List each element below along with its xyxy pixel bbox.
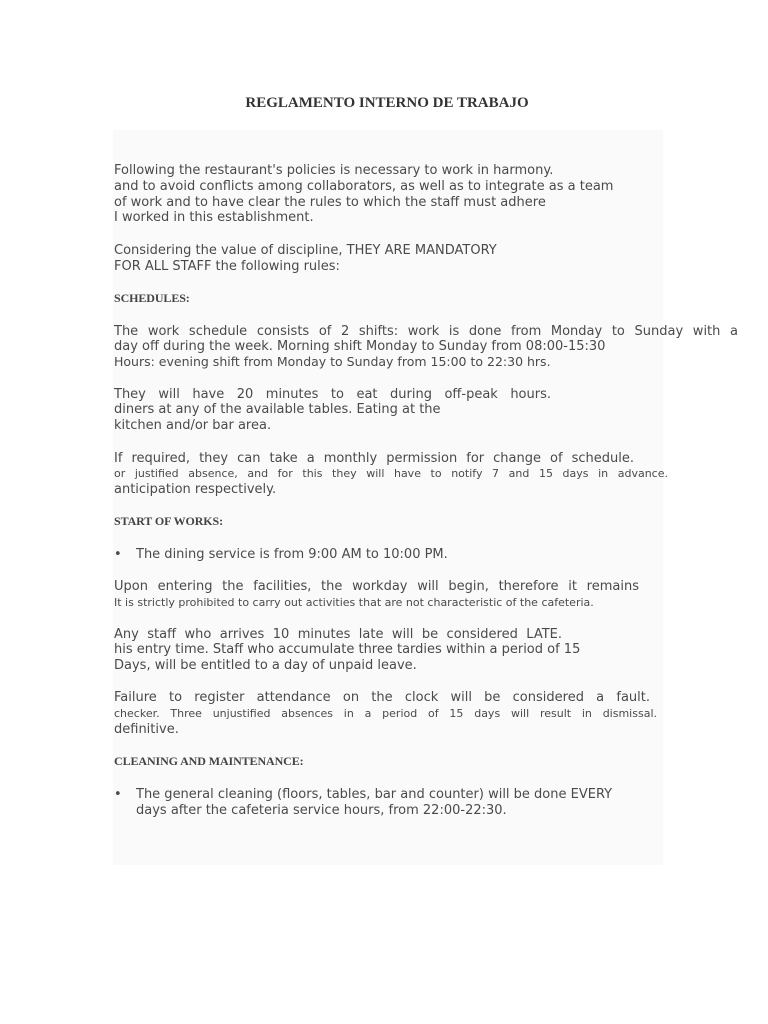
mandatory-line: FOR ALL STAFF the following rules:: [114, 259, 340, 274]
start-p2-line: Any staff who arrives 10 minutes late will be considered LATE.: [114, 627, 562, 642]
intro-line: of work and to have clear the rules to which the staff must adhere: [114, 195, 546, 210]
schedules-p3-line: or justified absence, and for this they will have to notify 7 and 15 days in advance.: [114, 467, 668, 480]
schedules-p2-line: diners at any of the available tables. Eating at the: [114, 402, 441, 417]
schedules-p3-line: anticipation respectively.: [114, 482, 277, 497]
start-p2-line: his entry time. Staff who accumulate three tardies within a period of 15: [114, 642, 581, 657]
bullet-text: days after the cafeteria service hours, from 22:00-22:30.: [136, 803, 507, 818]
schedules-p3-line: If required, they can take a monthly permission for change of schedule.: [114, 451, 634, 466]
start-p3-line: definitive.: [114, 722, 179, 737]
start-p1-line: Upon entering the facilities, the workday will begin, therefore it remains: [114, 579, 639, 594]
cleaning-heading: CLEANING AND MAINTENANCE:: [114, 754, 304, 768]
schedules-p2-line: They will have 20 minutes to eat during off-peak hours.: [114, 387, 551, 402]
schedules-p1-line: day off during the week. Morning shift Monday to Sunday from 08:00-15:30: [114, 339, 606, 354]
intro-line: and to avoid conflicts among collaborators, as well as to integrate as a team: [114, 179, 614, 194]
schedules-p2-line: kitchen and/or bar area.: [114, 418, 272, 433]
bullet-marker: •: [114, 547, 122, 562]
bullet-text: The dining service is from 9:00 AM to 10:00 PM.: [136, 547, 448, 562]
bullet-marker: •: [114, 787, 122, 802]
intro-line: I worked in this establishment.: [114, 210, 314, 225]
bullet-text: The general cleaning (floors, tables, bar and counter) will be done EVERY: [136, 787, 613, 802]
start-p3-line: Failure to register attendance on the clock will be considered a fault.: [114, 690, 650, 705]
start-p1-line: It is strictly prohibited to carry out activities that are not characteristic of the cafeteria.: [114, 596, 594, 609]
document-title: REGLAMENTO INTERNO DE TRABAJO: [245, 95, 529, 111]
schedules-p1-line: The work schedule consists of 2 shifts: work is done from Monday to Sunday with a: [114, 324, 738, 339]
mandatory-line: Considering the value of discipline, THEY ARE MANDATORY: [114, 243, 497, 258]
start-p3-line: checker. Three unjustified absences in a period of 15 days will result in dismissal.: [114, 707, 657, 720]
start-p2-line: Days, will be entitled to a day of unpaid leave.: [114, 658, 417, 673]
start-of-works-heading: START OF WORKS:: [114, 514, 223, 528]
schedules-p1-line: Hours: evening shift from Monday to Sunday from 15:00 to 22:30 hrs.: [114, 354, 551, 369]
intro-line: Following the restaurant's policies is necessary to work in harmony.: [114, 163, 554, 178]
schedules-heading: SCHEDULES:: [114, 291, 190, 305]
